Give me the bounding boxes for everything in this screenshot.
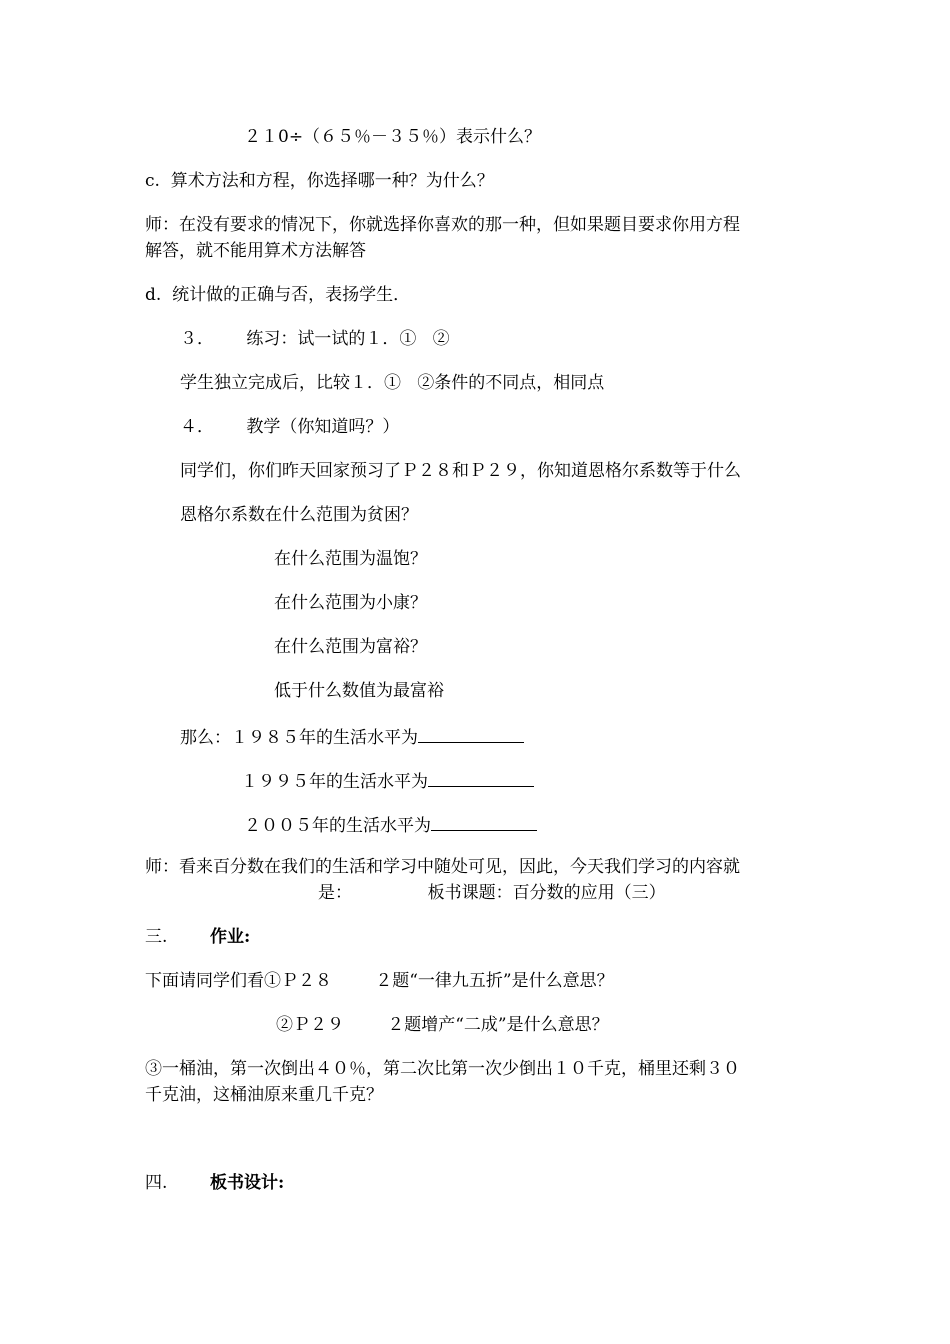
living-level-1995 — [241, 768, 534, 793]
living-level-1985-text: 那么：１９８５年的生活水平为 — [180, 728, 418, 748]
teacher-remark-2b: 是： 板书课题：百分数的应用（三） — [318, 883, 666, 903]
section-3-number: 三. — [145, 927, 168, 947]
homework-3b: 千克油，这桶油原来重几千克？ — [145, 1085, 383, 1105]
homework-2: ②Ｐ２９ ２题增产“二成”是什么意思？ — [276, 1015, 609, 1035]
step-3-compare: 学生独立完成后，比较１．① ②条件的不同点，相同点 — [180, 373, 605, 393]
teacher-remark-1b: 解答，就不能用算术方法解答 — [145, 241, 366, 261]
fill-blank — [431, 812, 537, 831]
living-level-1995-text: １９９５年的生活水平为 — [241, 772, 428, 792]
homework-1: 下面请同学们看①Ｐ２８ ２题“一律九五折”是什么意思？ — [145, 971, 614, 991]
item-d: d. 统计做的正确与否，表扬学生． — [145, 285, 411, 305]
engel-poverty: 恩格尔系数在什么范围为贫困？ — [180, 505, 418, 525]
living-level-2005 — [244, 812, 537, 837]
engel-subsistence: 在什么范围为温饱？ — [274, 549, 427, 569]
engel-most-wealthy: 低于什么数值为最富裕 — [274, 681, 444, 701]
homework-3a: ③一桶油，第一次倒出４０％，第二次比第一次少倒出１０千克，桶里还剩３０ — [145, 1059, 740, 1079]
section-4-title: 板书设计: — [210, 1173, 285, 1193]
engel-moderate: 在什么范围为小康？ — [274, 593, 427, 613]
teacher-remark-1a: 师：在没有要求的情况下，你就选择你喜欢的那一种，但如果题目要求你用方程 — [145, 215, 740, 235]
section-3-title: 作业: — [210, 927, 251, 947]
teacher-remark-2a: 师：看来百分数在我们的生活和学习中随处可见，因此，今天我们学习的内容就 — [145, 857, 740, 877]
step-3-practice: ３． 练习：试一试的１．① ② — [180, 329, 450, 349]
engel-wealthy: 在什么范围为富裕？ — [274, 637, 427, 657]
living-level-1985 — [180, 724, 524, 749]
fill-blank — [418, 724, 524, 743]
question-line-formula: ２１0÷（６５％－３５％）表示什么？ — [244, 127, 542, 147]
question-c: c. 算术方法和方程，你选择哪一种？为什么？ — [145, 171, 494, 191]
fill-blank — [428, 768, 534, 787]
living-level-2005-text: ２００５年的生活水平为 — [244, 816, 431, 836]
engel-intro: 同学们，你们昨天回家预习了Ｐ２８和Ｐ２９，你知道恩格尔系数等于什么 — [180, 461, 741, 481]
section-4-number: 四. — [145, 1173, 168, 1193]
step-4-teaching: ４． 教学（你知道吗？） — [180, 417, 400, 437]
